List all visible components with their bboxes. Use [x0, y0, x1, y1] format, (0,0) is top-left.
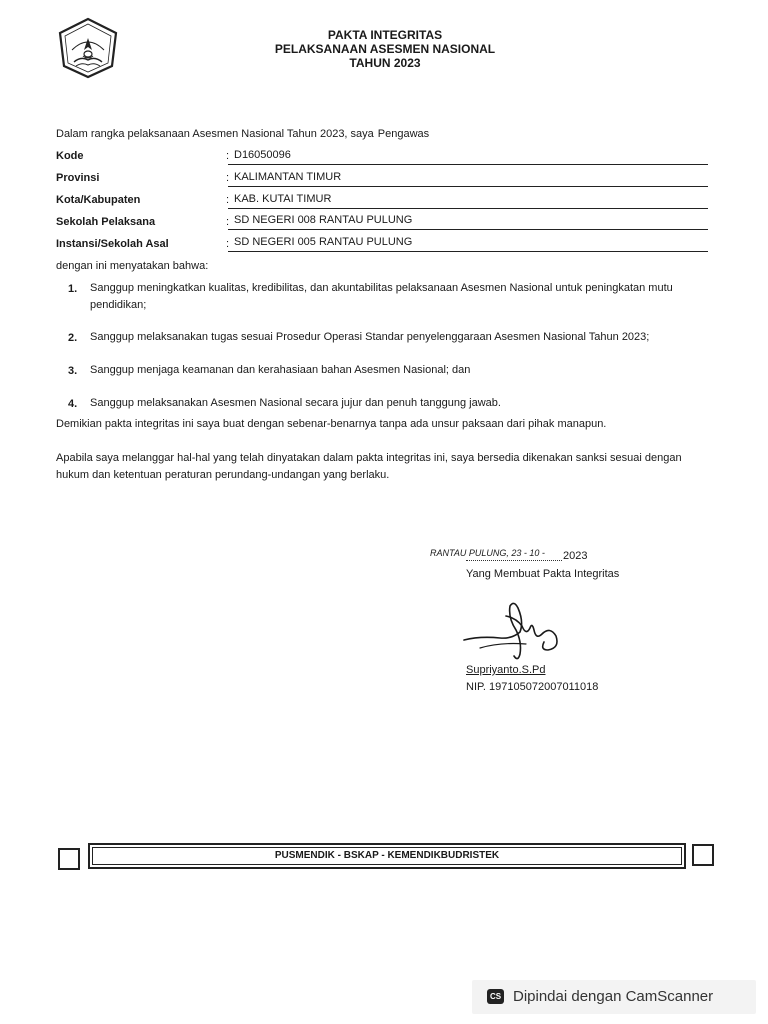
declaration-item-4: Sanggup melaksanakan Asesmen Nasional secara jujur dan penuh tanggung jawab.	[90, 397, 501, 409]
field-label-instansi-sekolah-asal: Instansi/Sekolah Asal	[56, 238, 169, 250]
sanction-statement: Apabila saya melanggar hal-hal yang telah dinyatakan dalam pakta integritas ini, saya bersedia dikenakan sanksi sesuai dengan hukum dan ketentuan peraturan perundang-undangan yang berlaku.	[56, 452, 682, 481]
intro-text: Dalam rangka pelaksanaan Asesmen Nasional Tahun 2023, saya	[56, 128, 374, 140]
handwritten-signature-icon	[460, 596, 570, 668]
document-title-line-2: PELAKSANAAN ASESMEN NASIONAL	[274, 42, 496, 56]
camscanner-watermark	[472, 980, 756, 1014]
field-colon: :	[226, 150, 230, 162]
field-underline	[228, 229, 708, 230]
document-title-line-3: TAHUN 2023	[349, 56, 421, 70]
field-label-provinsi: Provinsi	[56, 172, 100, 184]
declaration-item-2: Sanggup melaksanakan tugas sesuai Prosedur Operasi Standar penyelenggaraan Asesmen Nasional Tahun 2023;	[90, 331, 650, 343]
declaration-item-3: Sanggup menjaga keamanan dan kerahasiaan bahan Asesmen Nasional; dan	[90, 364, 471, 376]
signatory-name: Supriyanto.S.Pd	[466, 664, 546, 676]
field-colon: :	[226, 238, 230, 250]
document-title-line-1: PAKTA INTEGRITAS	[327, 28, 443, 42]
footer-left-box	[58, 848, 80, 870]
camscanner-text: Dipindai dengan CamScanner	[513, 988, 714, 1005]
item-number: 4.	[68, 398, 78, 410]
footer-banner: PUSMENDIK - BSKAP - KEMENDIKBUDRISTEK	[88, 843, 686, 869]
field-label-kota-kabupaten: Kota/Kabupaten	[56, 194, 141, 206]
declaration-lead: dengan ini menyatakan bahwa:	[56, 260, 209, 272]
intro-role: Pengawas	[377, 128, 430, 140]
field-value-instansi-sekolah-asal: SD NEGERI 005 RANTAU PULUNG	[234, 236, 413, 248]
item-number: 3.	[68, 365, 78, 377]
field-value-sekolah-pelaksana: SD NEGERI 008 RANTAU PULUNG	[234, 214, 413, 226]
field-label-sekolah-pelaksana: Sekolah Pelaksana	[56, 216, 156, 228]
field-colon: :	[226, 194, 230, 206]
camscanner-logo-icon: CS	[487, 989, 504, 1004]
signature-caption: Yang Membuat Pakta Integritas	[466, 568, 620, 580]
date-dotted-line	[466, 560, 562, 561]
declaration-item-1: Sanggup meningkatkan kualitas, kredibilitas, dan akuntabilitas pelaksanaan Asesmen Nasional untuk peningkatan mutu pendidikan;	[90, 282, 673, 311]
field-colon: :	[226, 172, 230, 184]
signature-year: 2023	[563, 550, 588, 562]
field-underline	[228, 186, 708, 187]
field-underline	[228, 164, 708, 165]
footer-right-box	[692, 844, 714, 866]
tut-wuri-handayani-logo-icon	[54, 16, 122, 80]
field-underline	[228, 251, 708, 252]
field-colon: :	[226, 216, 230, 228]
intro-statement	[56, 128, 429, 140]
item-number: 1.	[68, 283, 78, 295]
signatory-nip: NIP. 197105072007011018	[466, 681, 599, 693]
field-value-kota-kabupaten: KAB. KUTAI TIMUR	[234, 193, 332, 205]
field-value-provinsi: KALIMANTAN TIMUR	[234, 171, 342, 183]
field-underline	[228, 208, 708, 209]
field-value-kode: D16050096	[234, 149, 291, 161]
closing-statement: Demikian pakta integritas ini saya buat dengan sebenar-benarnya tanpa ada unsur paksaan dari pihak manapun.	[56, 418, 607, 430]
item-number: 2.	[68, 332, 78, 344]
field-label-kode: Kode	[56, 150, 84, 162]
signature-place-date: RANTAU PULUNG, 23 - 10 -	[430, 548, 545, 558]
